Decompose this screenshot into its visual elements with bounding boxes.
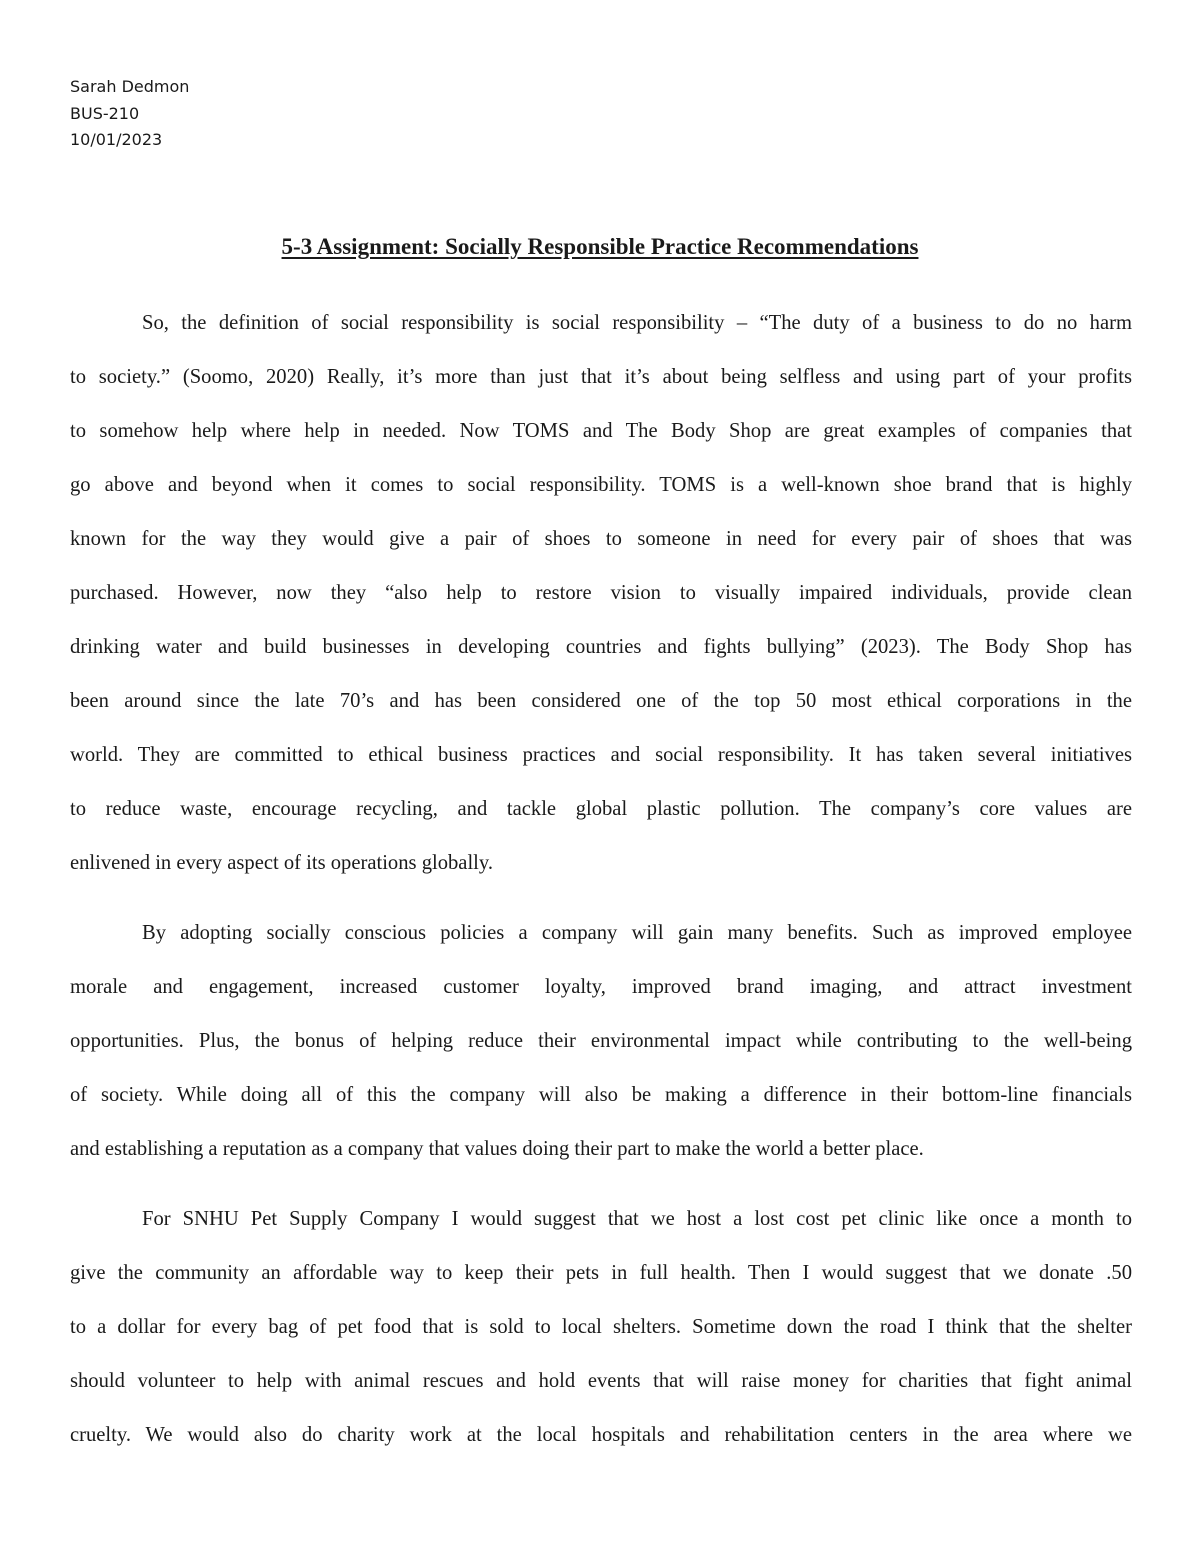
text-line: For SNHU Pet Supply Company I would suggest that we host a lost cost pet clinic like once a month to <box>142 1208 1132 1230</box>
course-code: BUS-210 <box>70 103 140 123</box>
text-line: So, the definition of social responsibility is social responsibility – “The duty of a business to do no harm <box>142 312 1132 334</box>
text-line: opportunities. Plus, the bonus of helping reduce their environmental impact while contributing to the well-being <box>70 1030 1132 1052</box>
text-line: morale and engagement, increased customer loyalty, improved brand imaging, and attract investment <box>70 976 1132 998</box>
text-line: drinking water and build businesses in developing countries and fights bullying” (2023). The Body Shop has <box>70 636 1132 658</box>
text-line: By adopting socially conscious policies a company will gain many benefits. Such as improved employee <box>142 922 1132 944</box>
paragraph-2 <box>70 918 1132 1188</box>
text-line: enlivened in every aspect of its operations globally. <box>70 852 493 874</box>
text-line: to society.” (Soomo, 2020) Really, it’s more than just that it’s about being selfless and using part of your profits <box>70 366 1132 388</box>
text-line: give the community an affordable way to keep their pets in full health. Then I would suggest that we donate .50 <box>70 1262 1132 1284</box>
paragraph-spacer <box>70 1188 1132 1204</box>
author-name: Sarah Dedmon <box>70 77 190 96</box>
text-line: to somehow help where help in needed. Now TOMS and The Body Shop are great examples of companies that <box>70 420 1132 442</box>
paragraph-spacer <box>70 902 1132 918</box>
text-line: of society. While doing all of this the company will also be making a difference in their bottom-line financials <box>70 1084 1132 1106</box>
text-line: to a dollar for every bag of pet food that is sold to local shelters. Sometime down the road I think that the shelter <box>70 1316 1132 1338</box>
text-line: go above and beyond when it comes to social responsibility. TOMS is a well-known shoe brand that is highly <box>70 474 1132 496</box>
text-line: known for the way they would give a pair of shoes to someone in need for every pair of shoes that was <box>70 528 1132 550</box>
document-body <box>70 308 1132 1474</box>
paragraph-3 <box>70 1204 1132 1474</box>
document-title: 5-3 Assignment: Socially Responsible Practice Recommendations <box>281 234 919 259</box>
text-line: world. They are committed to ethical business practices and social responsibility. It has taken several initiatives <box>70 744 1132 766</box>
text-line: should volunteer to help with animal rescues and hold events that will raise money for charities that fight animal <box>70 1370 1132 1392</box>
submission-date: 10/01/2023 <box>70 130 163 149</box>
text-line: been around since the late 70’s and has been considered one of the top 50 most ethical corporations in the <box>70 690 1132 712</box>
text-line: cruelty. We would also do charity work at the local hospitals and rehabilitation centers in the area where we <box>70 1424 1132 1446</box>
text-line: to reduce waste, encourage recycling, and tackle global plastic pollution. The company’s core values are <box>70 798 1132 820</box>
text-line: and establishing a reputation as a company that values doing their part to make the world a better place. <box>70 1138 924 1160</box>
author-header <box>70 74 189 154</box>
paragraph-1 <box>70 308 1132 902</box>
text-line: purchased. However, now they “also help to restore vision to visually impaired individuals, provide clean <box>70 582 1132 604</box>
